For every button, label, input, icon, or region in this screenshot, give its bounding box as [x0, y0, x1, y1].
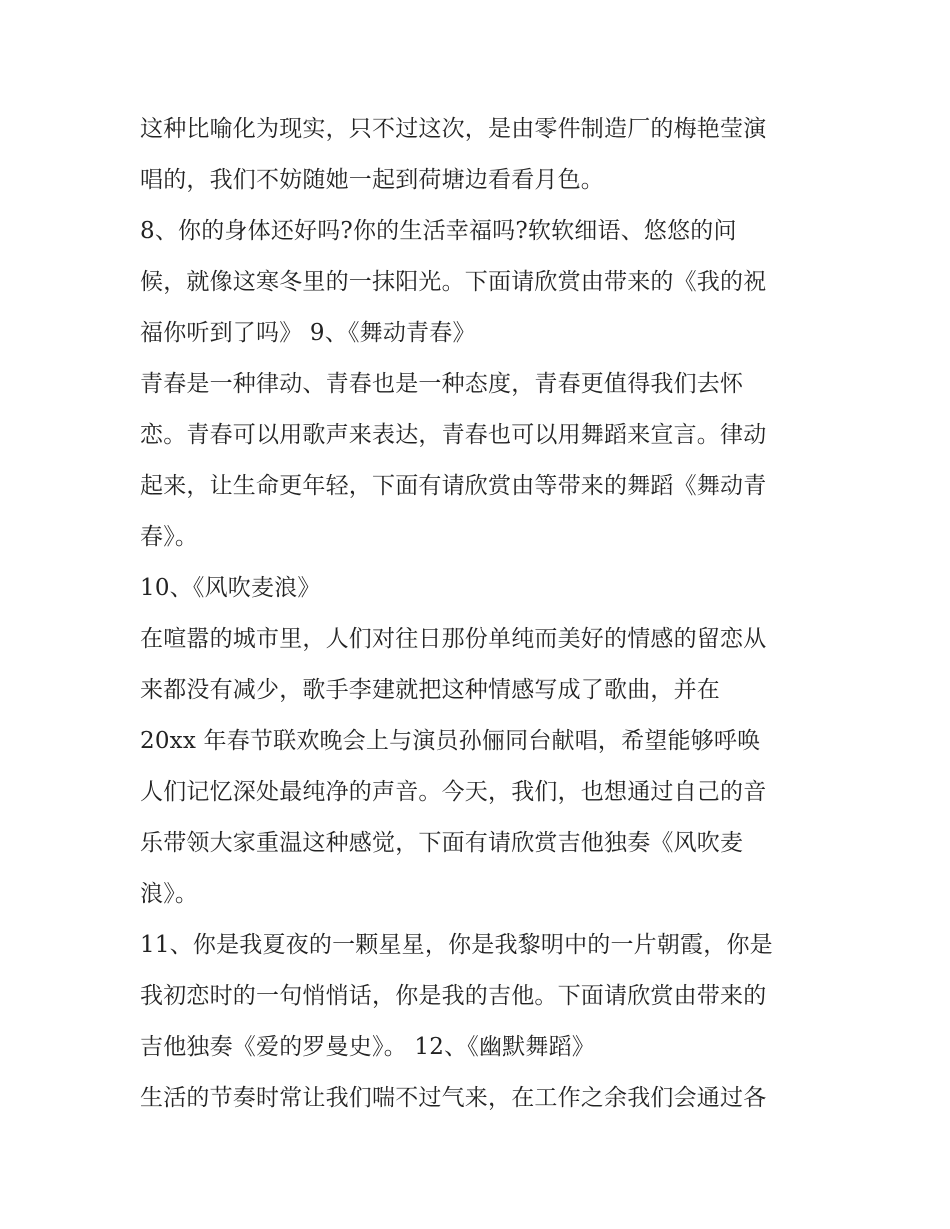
text-line: 起来，让生命更年轻，下面有请欣赏由等带来的舞蹈《舞动青 [140, 473, 767, 499]
text-line: 吉他独奏《爱的罗曼史》。 12、《幽默舞蹈》 [140, 1034, 595, 1060]
text-line: 生活的节奏时常让我们喘不过气来，在工作之余我们会通过各 [140, 1085, 767, 1111]
text-line: 青春是一种律动、青春也是一种态度，青春更值得我们去怀 [140, 371, 744, 397]
text-line: 人们记忆深处最纯净的声音。今天，我们，也想通过自己的音 [140, 779, 767, 805]
text-line: 春》。 [140, 524, 199, 550]
text-line: 恋。青春可以用歌声来表达，青春也可以用舞蹈来宣言。律动 [140, 422, 767, 448]
text-line: 来都没有减少，歌手李建就把这种情感写成了歌曲，并在 [140, 677, 720, 703]
text-line: 福你听到了吗》 9、《舞动青春》 [140, 320, 476, 346]
text-line: 8、你的身体还好吗?你的生活幸福吗?软软细语、悠悠的问 [140, 218, 737, 244]
text-line: 我初恋时的一句悄悄话，你是我的吉他。下面请欣赏由带来的 [140, 983, 767, 1009]
document-body [140, 104, 820, 1124]
text-line: 唱的，我们不妨随她一起到荷塘边看看月色。 [140, 167, 604, 193]
text-line: 11、你是我夏夜的一颗星星，你是我黎明中的一片朝霞，你是 [140, 932, 773, 958]
text-line: 候，就像这寒冬里的一抹阳光。下面请欣赏由带来的《我的祝 [140, 269, 767, 295]
text-line: 10、《风吹麦浪》 [140, 575, 321, 601]
text-line: 乐带领大家重温这种感觉，下面有请欣赏吉他独奏《风吹麦 [140, 830, 744, 856]
text-line: 在喧嚣的城市里，人们对往日那份单纯而美好的情感的留恋从 [140, 626, 767, 652]
text-line: 这种比喻化为现实，只不过这次，是由零件制造厂的梅艳莹演 [140, 116, 767, 142]
text-line: 20xx 年春节联欢晚会上与演员孙俪同台献唱，希望能够呼唤 [140, 728, 761, 754]
text-line: 浪》。 [140, 881, 199, 907]
